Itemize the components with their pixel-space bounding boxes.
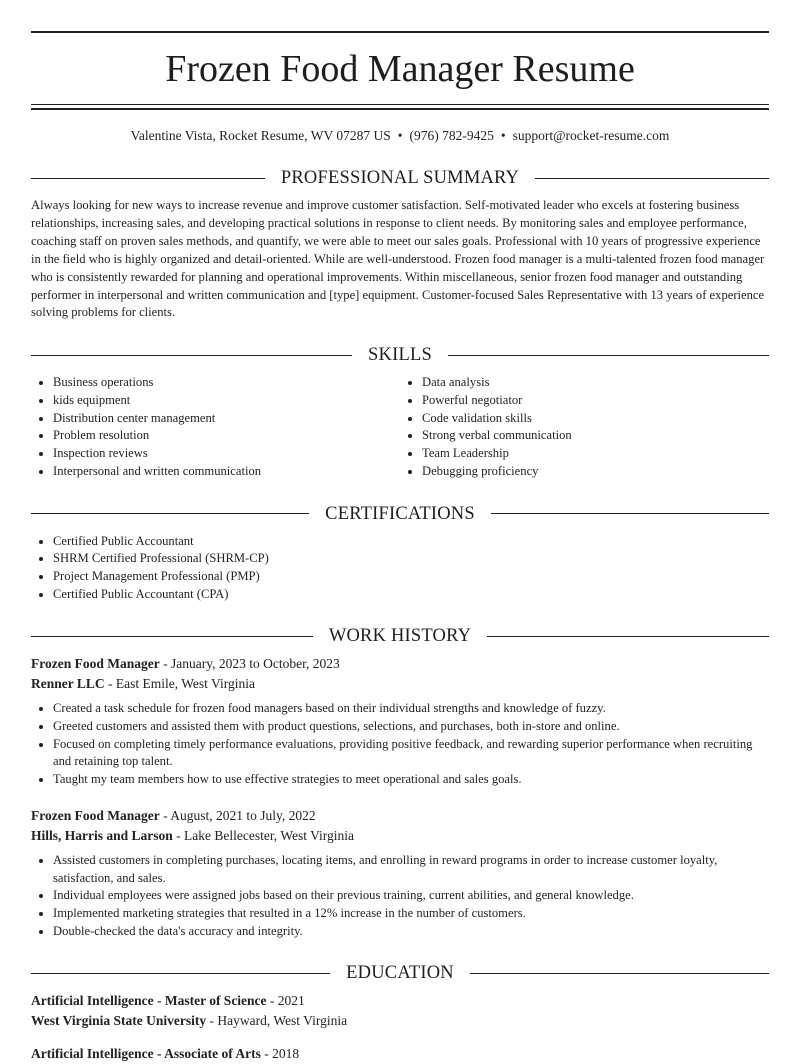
education-year: - 2018 [260, 1046, 300, 1062]
job-dates: - January, 2023 to October, 2023 [159, 656, 340, 672]
section-title: EDUCATION [346, 963, 454, 984]
section-title: PROFESSIONAL SUMMARY [280, 168, 520, 188]
job-bullets [31, 700, 769, 789]
skill-item: • Interpersonal and written communication [53, 463, 400, 481]
job-bullet: • Focused on completing timely performance evaluations, providing positive feedback, and rewarding superior performance when recruiting and retaining top talent. [53, 736, 769, 771]
job-entry [31, 654, 769, 789]
education-school-line [31, 1011, 769, 1031]
certification-item: • Project Management Professional (PMP) [53, 568, 769, 586]
section-heading-summary [31, 166, 769, 190]
job-company: Renner LLC [31, 676, 105, 692]
divider [470, 973, 769, 974]
skill-item: • Debugging proficiency [422, 463, 769, 481]
job-bullet: • Double-checked the data's accuracy and integrity. [53, 923, 769, 941]
skill-item: • Team Leadership [422, 445, 769, 463]
contact-separator: • [500, 128, 506, 143]
skill-item: • Strong verbal communication [422, 427, 769, 445]
section-heading-work [31, 624, 769, 648]
education-degree: Artificial Intelligence - Master of Science [31, 993, 267, 1009]
job-location: - Lake Bellecester, West Virginia [172, 827, 355, 843]
education-entry [31, 991, 769, 1031]
skill-item: • Distribution center management [53, 410, 400, 428]
job-title-line [31, 806, 769, 826]
divider [31, 513, 309, 514]
job-company-line [31, 674, 769, 694]
divider [31, 178, 265, 179]
skill-item: • Powerful negotiator [422, 392, 769, 410]
job-dates: - August, 2021 to July, 2022 [159, 807, 316, 823]
skill-item: • Data analysis [422, 374, 769, 392]
job-bullet: • Greeted customers and assisted them with product questions, selections, and purchases, both in-store and online. [53, 718, 769, 736]
job-title: Frozen Food Manager [31, 807, 160, 823]
job-bullet: • Assisted customers in completing purchases, locating items, and enrolling in reward programs in order to increase customer loyalty, satisfaction, and sales. [53, 852, 769, 887]
section-title: WORK HISTORY [328, 626, 472, 647]
job-company-line [31, 826, 769, 846]
education-year: - 2021 [266, 993, 305, 1009]
contact-line [31, 127, 769, 145]
skills-column-left [31, 374, 400, 480]
skills-column-right [400, 374, 769, 480]
contact-separator: • [397, 128, 403, 143]
skill-item: • kids equipment [53, 392, 400, 410]
contact-address: Valentine Vista, Rocket Resume, WV 07287 US [130, 128, 391, 143]
divider [31, 973, 330, 974]
resume-page [31, 31, 769, 1064]
skills-list [400, 374, 769, 480]
section-title: SKILLS [368, 345, 432, 366]
job-title: Frozen Food Manager [31, 656, 160, 672]
skill-item: • Inspection reviews [53, 445, 400, 463]
skills-grid [31, 374, 769, 480]
divider [31, 636, 313, 637]
top-rule [31, 31, 769, 33]
section-title: CERTIFICATIONS [325, 503, 475, 524]
job-bullet: • Created a task schedule for frozen food managers based on their individual strengths and knowledge of fuzzy. [53, 700, 769, 718]
certification-item: • SHRM Certified Professional (SHRM-CP) [53, 550, 769, 568]
education-location: - Hayward, West Virginia [206, 1013, 348, 1029]
job-entry [31, 806, 769, 941]
title-double-rule [31, 104, 769, 110]
job-bullets [31, 852, 769, 941]
contact-email: support@rocket-resume.com [512, 128, 670, 143]
education-entry [31, 1044, 769, 1064]
divider [487, 636, 769, 637]
resume-title: Frozen Food Manager Resume [165, 48, 635, 90]
divider [448, 355, 769, 356]
summary-text: Always looking for new ways to increase revenue and improve customer satisfaction. Self-motivated leader who excels at fostering business relationships, increasing sales, and developing practical solutions in response to client needs. By monitoring sales and employee performance, coaching staff on proven sales methods, and quantify, we were able to meet our sales goals. Professional with 10 years of progressive experience in the field who is highly organized and detail-oriented. While are well-understood. Frozen food manager is a multi-talented frozen food manager who is consistently rewarded for planning and operational improvements. Within miscellaneous, senior frozen food manager and outstanding performer in interpersonal and written communication and [type] equipment. Customer-focused Sales Representative with 13 years of experience solving problems for clients. [31, 198, 765, 320]
job-bullet: • Implemented marketing strategies that resulted in a 12% increase in the number of customers. [53, 905, 769, 923]
job-company: Hills, Harris and Larson [31, 827, 173, 843]
skill-item: • Business operations [53, 374, 400, 392]
divider [535, 178, 769, 179]
certification-item: • Certified Public Accountant [53, 533, 769, 551]
divider [31, 355, 352, 356]
education-degree-line [31, 1044, 769, 1064]
section-heading-skills [31, 343, 769, 367]
contact-phone: (976) 782-9425 [409, 128, 494, 143]
skill-item: • Code validation skills [422, 410, 769, 428]
section-heading-certifications [31, 502, 769, 526]
job-bullet: • Individual employees were assigned jobs based on their previous training, current abilities, and general knowledge. [53, 887, 769, 905]
certification-item: • Certified Public Accountant (CPA) [53, 586, 769, 604]
skill-item: • Problem resolution [53, 427, 400, 445]
job-location: - East Emile, West Virginia [104, 676, 255, 692]
certifications-list [31, 533, 769, 604]
education-school: West Virginia State University [31, 1013, 207, 1029]
job-bullet: • Taught my team members how to use effective strategies to meet operational and sales goals. [53, 771, 769, 789]
education-degree: Artificial Intelligence - Associate of Arts [31, 1046, 261, 1062]
section-heading-education [31, 961, 769, 985]
skills-list [31, 374, 400, 480]
divider [491, 513, 769, 514]
education-degree-line [31, 991, 769, 1011]
job-title-line [31, 654, 769, 674]
